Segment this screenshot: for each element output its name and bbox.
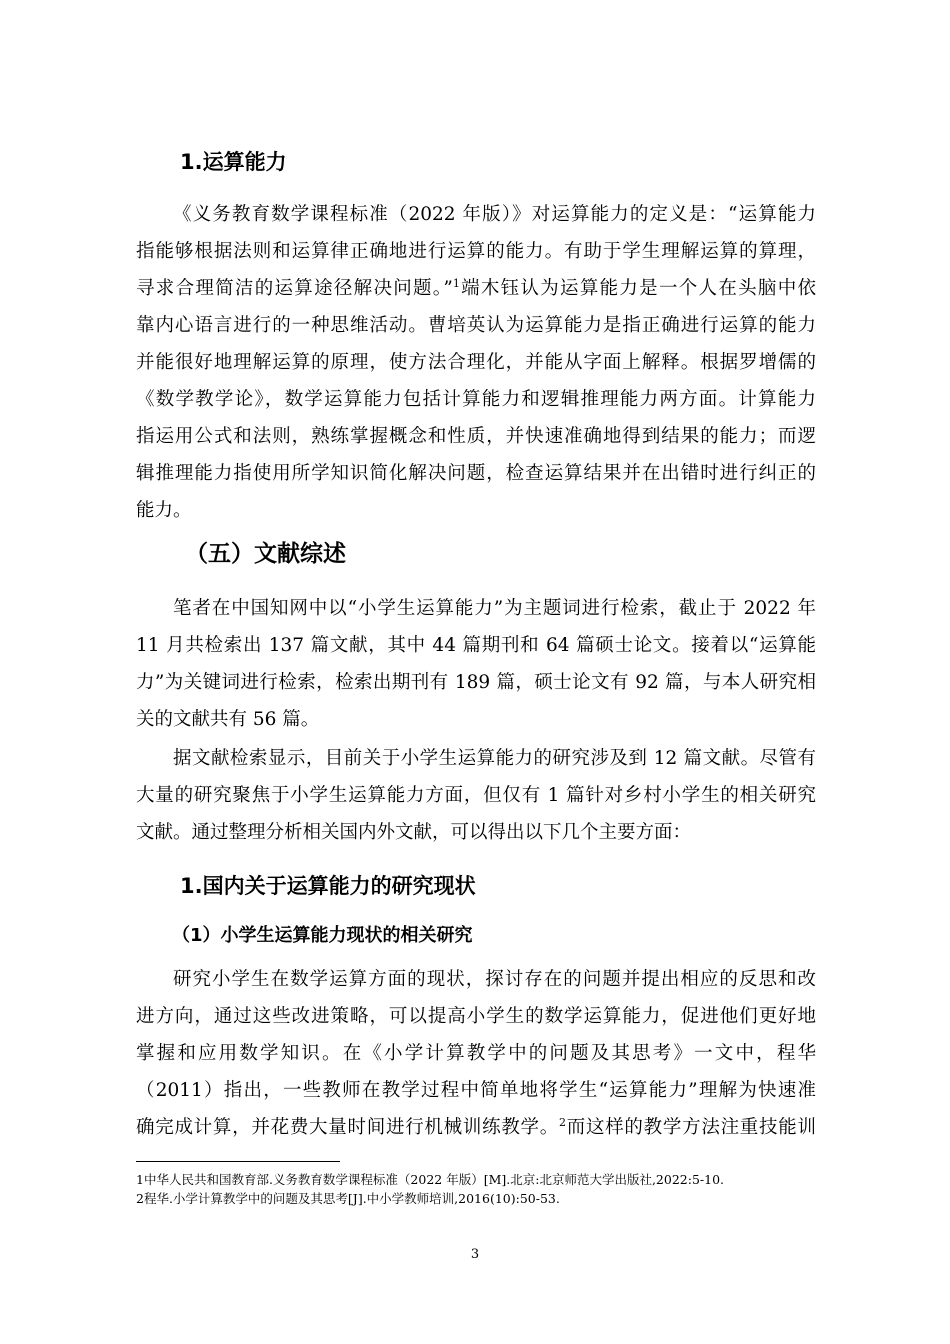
text-segment: 寻求合理简洁的运算途径解决问题。” <box>136 278 453 299</box>
paragraph-search <box>136 590 816 738</box>
text-line: 研究小学生在数学运算方面的现状，探讨存在的问题并提出相应的反思和改 <box>173 969 816 990</box>
text-line: 辑推理能力指使用所学知识简化解决问题，检查运算结果并在出错时进行纠正的 <box>136 463 816 484</box>
text-line: 指能够根据法则和运算律正确地进行运算的能力。有助于学生理解运算的算理， <box>136 241 816 262</box>
paragraph-definition <box>136 196 816 529</box>
text-line: 力”为关键词进行检索，检索出期刊有 189 篇，硕士论文有 92 篇，与本人研究相 <box>136 672 816 693</box>
footnote-ref: 1 <box>452 276 460 290</box>
footnote-2: 2程华.小学计算教学中的问题及其思考[J].中小学教师培训,2016(10):50-53. <box>136 1191 560 1206</box>
text-line: 进方向，通过这些改进策略，可以提高小学生的数学运算能力，促进他们更好地 <box>136 1006 816 1027</box>
footnote-separator <box>136 1161 340 1162</box>
footnote-ref: 2 <box>559 1115 567 1129</box>
text-line: 11 月共检索出 137 篇文献，其中 44 篇期刊和 64 篇硕士论文。接着以“运算能 <box>136 635 816 656</box>
text-segment: 端木钰认为运算能力是一个人在头脑中依 <box>459 278 816 299</box>
text-line: 《义务教育数学课程标准（2022 年版）》对运算能力的定义是：“运算能力 <box>173 204 816 225</box>
paragraph-status <box>136 961 816 1146</box>
text-segment: 而这样的教学方法注重技能训 <box>566 1117 816 1138</box>
section-heading-computing-ability: 1.运算能力 <box>180 150 287 174</box>
footnotes <box>136 1170 836 1208</box>
text-line: 关的文献共有 56 篇。 <box>136 709 320 730</box>
text-line: 掌握和应用数学知识。在《小学计算教学中的问题及其思考》一文中，程华 <box>136 1043 816 1064</box>
text-line: 靠内心语言进行的一种思维活动。曹培英认为运算能力是指正确进行运算的能力 <box>136 315 816 336</box>
subsubsection-heading-status-research: （1）小学生运算能力现状的相关研究 <box>172 925 473 946</box>
text-line: 并能很好地理解运算的原理，使方法合理化，并能从字面上解释。根据罗增儒的 <box>136 352 816 373</box>
text-line: 文献。通过整理分析相关国内外文献，可以得出以下几个主要方面： <box>136 822 692 843</box>
text-line: 指运用公式和法则，熟练掌握概念和性质，并快速准确地得到结果的能力；而逻 <box>136 426 816 447</box>
text-line: （2011）指出，一些教师在教学过程中简单地将学生“运算能力”理解为快速准 <box>136 1080 816 1101</box>
text-line: 大量的研究聚焦于小学生运算能力方面，但仅有 1 篇针对乡村小学生的相关研究 <box>136 785 816 806</box>
text-line: 据文献检索显示，目前关于小学生运算能力的研究涉及到 12 篇文献。尽管有 <box>173 748 816 769</box>
paragraph-search-result <box>136 740 816 851</box>
text-line <box>136 270 816 307</box>
text-segment: 确完成计算，并花费大量时间进行机械训练教学。 <box>136 1117 560 1138</box>
text-line: 笔者在中国知网中以“小学生运算能力”为主题词进行检索，截止于 2022 年 <box>173 598 816 619</box>
text-line: 《数学教学论》，数学运算能力包括计算能力和逻辑推理能力两方面。计算能力 <box>136 389 816 410</box>
subsection-heading-domestic-research: 1.国内关于运算能力的研究现状 <box>180 874 476 898</box>
section-heading-literature-review: （五）文献综述 <box>185 541 346 567</box>
text-line: 能力。 <box>136 500 192 521</box>
text-line <box>136 1109 816 1146</box>
footnote-1: 1中华人民共和国教育部.义务教育数学课程标准（2022 年版）[M].北京:北京师范大学出版社,2022:5-10. <box>136 1172 725 1187</box>
page-number: 3 <box>470 1247 480 1262</box>
